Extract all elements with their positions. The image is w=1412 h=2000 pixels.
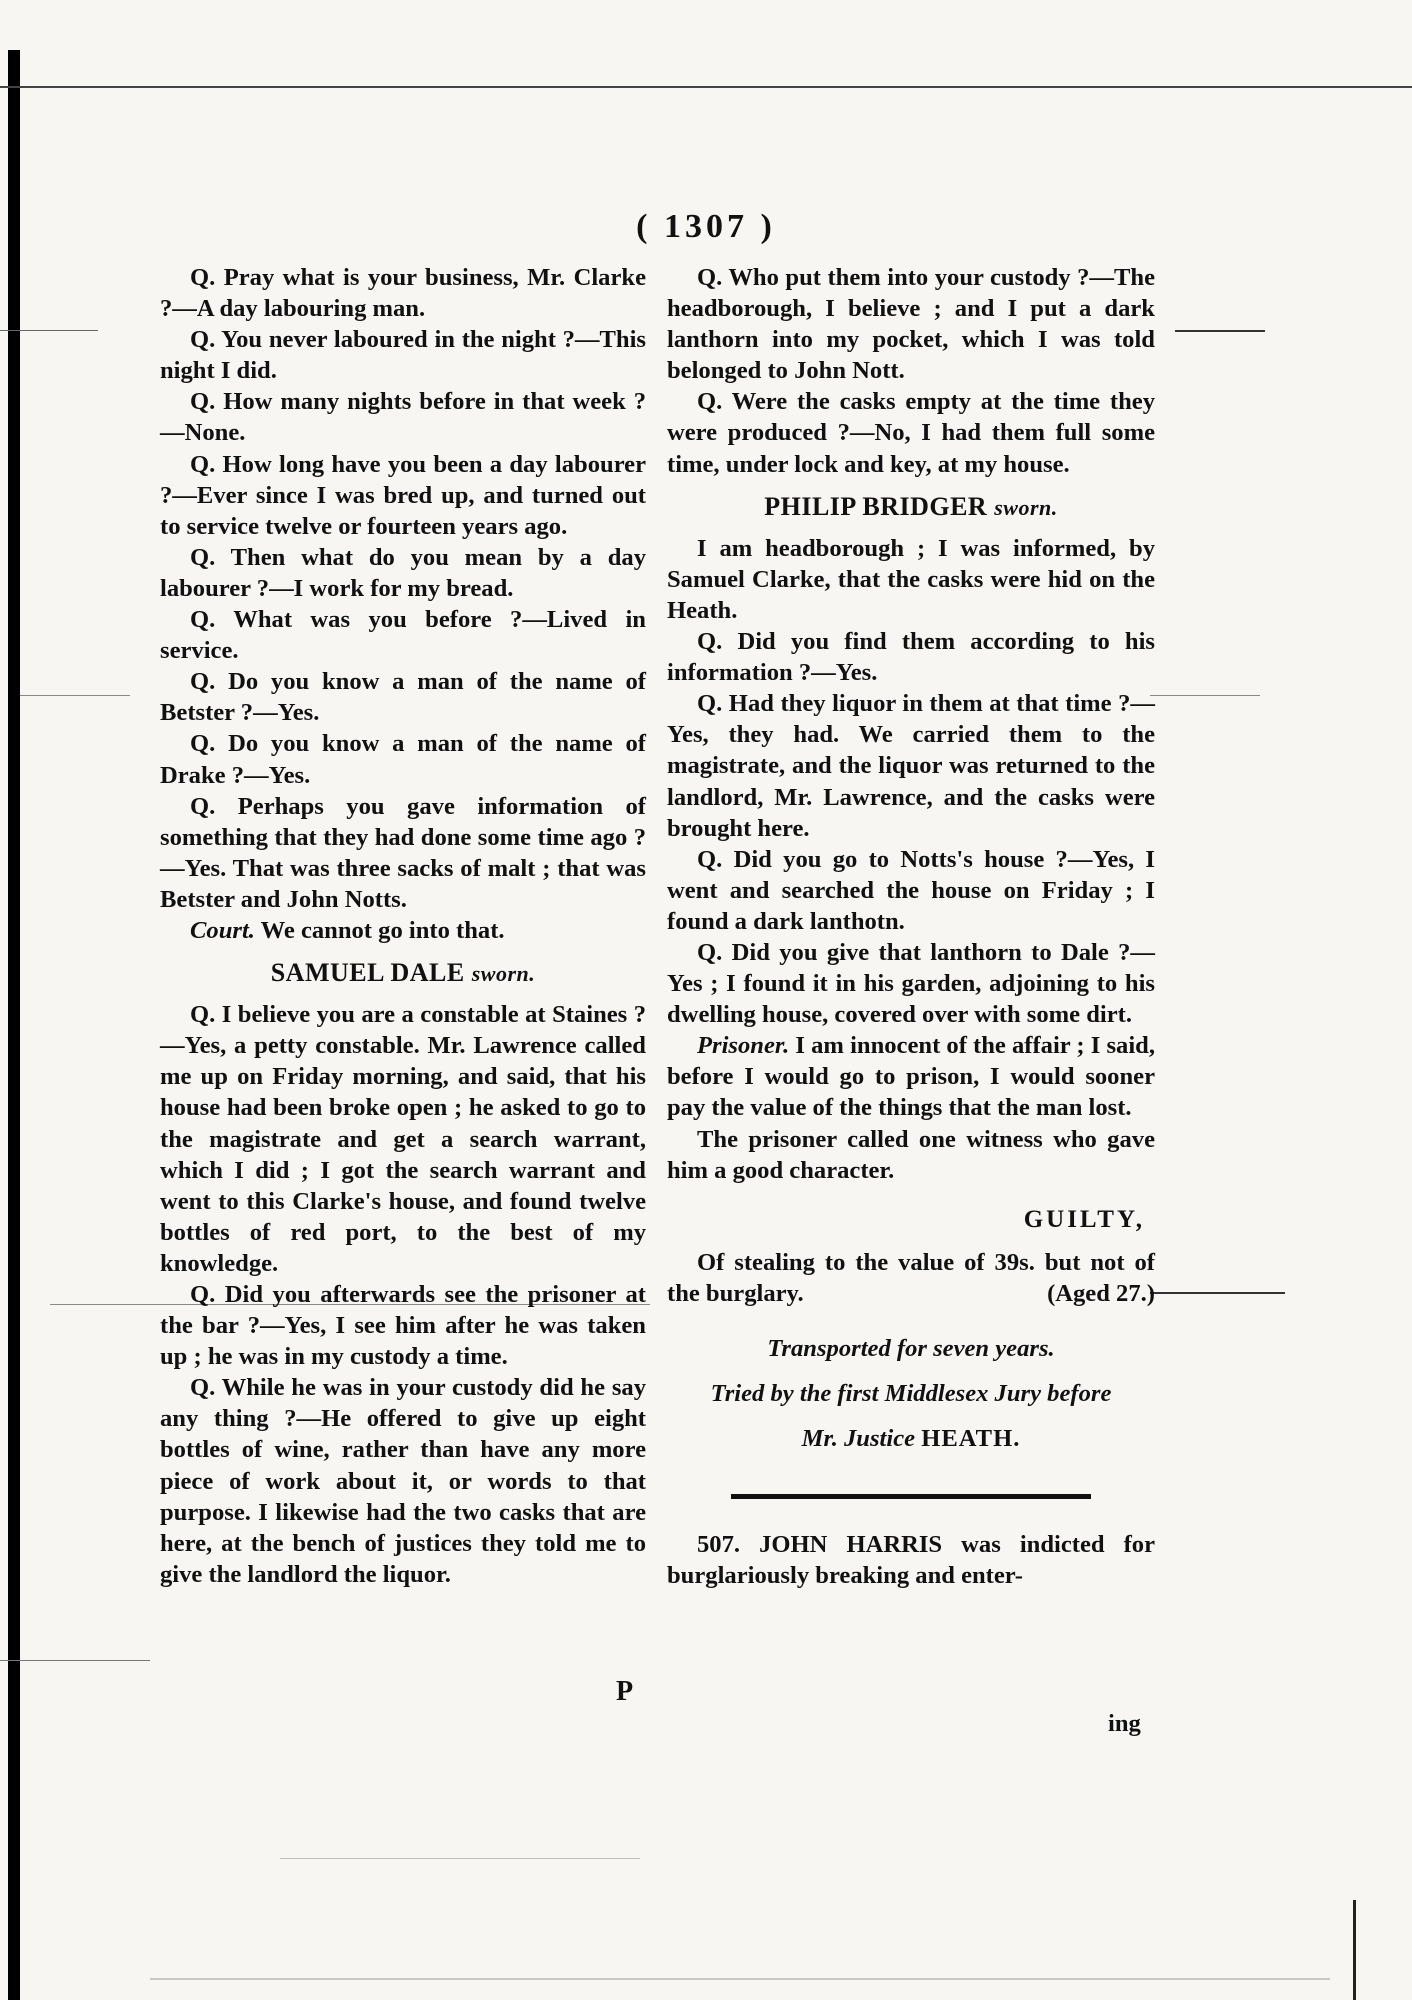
paragraph: Q. How long have you been a day labourer ?—Ever since I was bred up, and turned out to service twelve or fourteen years ago. — [160, 450, 646, 540]
speaker-paragraph — [667, 1030, 1155, 1123]
prisoner-age: (Aged 27.) — [1047, 1279, 1155, 1307]
paragraph: Q. What was you before ?—Lived in service. — [160, 606, 646, 665]
paragraph: Q. Did you go to Notts's house ?—Yes, I went and searched the house on Friday ; I found a dark lanthotn. — [667, 845, 1155, 935]
paragraph: Q. Were the casks empty at the time they were produced ?—No, I had them full some time, under lock and key, at my house. — [667, 388, 1155, 478]
speaker-text: I am innocent of the affair ; I said, before I would go to prison, I would sooner pay the value of the things that the man lost. — [667, 1032, 1155, 1122]
paragraph: Q. I believe you are a constable at Staines ?—Yes, a petty constable. Mr. Lawrence called me up on Friday morning, and said, that his house had been broke open ; he asked to go to the magistrate and get a search warrant, which I did ; I got the search warrant and went to this Clarke's house, and found twelve bottles of red port, to the best of my knowledge. — [160, 1001, 646, 1277]
witness-name: PHILIP BRIDGER — [764, 491, 988, 521]
signature-mark: P — [616, 1676, 634, 1707]
paragraph: Q. Do you know a man of the name of Betster ?—Yes. — [160, 668, 646, 727]
paragraph: Q. You never laboured in the night ?—This night I did. — [160, 326, 646, 385]
paragraph: Q. Do you know a man of the name of Drake ?—Yes. — [160, 730, 646, 789]
judge-line — [667, 1423, 1155, 1454]
paragraph: I am headborough ; I was informed, by Samuel Clarke, that the casks were hid on the Heath. — [667, 534, 1155, 624]
sentence-note: Tried by the first Middlesex Jury before — [710, 1380, 1112, 1408]
paragraph: Q. Perhaps you gave information of something that they had done some time ago ?—Yes. That was three sacks of malt ; that was Betster and John Notts. — [160, 792, 646, 913]
paragraph: 507. JOHN HARRIS was indicted for burglariously breaking and enter- — [667, 1531, 1155, 1590]
paragraph: Q. Did you afterwards see the prisoner at the bar ?—Yes, I see him after he was taken up ; he was in my custody a time. — [160, 1281, 646, 1371]
paragraph: The prisoner called one witness who gave him a good character. — [667, 1125, 1155, 1184]
scan-line-left-3 — [0, 1660, 150, 1661]
case-divider-rule — [731, 1494, 1091, 1499]
paragraph: Q. While he was in your custody did he say any thing ?—He offered to give up eight bottles of wine, rather than have any more piece of work about it, or words to that purpose. I likewise had the two casks that are here, at the bench of justices they told me to give the landlord the liquor. — [160, 1374, 646, 1588]
speaker-label: Prisoner. — [697, 1032, 790, 1060]
paragraph: Q. Then what do you mean by a day labourer ?—I work for my bread. — [160, 543, 646, 602]
right-column — [667, 262, 1155, 1591]
scan-border-left — [8, 50, 20, 2000]
sworn-label: sworn. — [994, 494, 1058, 520]
paragraph: Q. Did you give that lanthorn to Dale ?—Yes ; I found it in his garden, adjoining to his dwelling house, covered over with some dirt. — [667, 938, 1155, 1029]
speaker-paragraph — [160, 915, 646, 946]
speaker-text: We cannot go into that. — [254, 916, 505, 944]
scan-line-left-2 — [20, 695, 130, 696]
scan-top-rule — [0, 86, 1412, 88]
paragraph: Q. Pray what is your business, Mr. Clarke ?—A day labouring man. — [160, 264, 646, 323]
paragraph: Q. How many nights before in that week ?—None. — [160, 388, 646, 447]
witness-heading — [160, 957, 646, 989]
sentence-text: Of stealing to the value of 39s. but not of the burglary. — [667, 1248, 1155, 1307]
scan-noise-bottom-2 — [280, 1858, 640, 1859]
scan-line-left — [0, 330, 98, 331]
scan-line-right-2 — [1150, 695, 1260, 696]
paragraph: Q. Had they liquor in them at that time ?—Yes, they had. We carried them to the magistrate, and the liquor was returned to the landlord, Mr. Lawrence, and the casks were brought here. — [667, 690, 1155, 842]
scan-noise-bottom — [150, 1978, 1330, 1980]
paragraph: Q. Who put them into your custody ?—The headborough, I believe ; and I put a dark lanthorn into my pocket, which I was told belonged to John Nott. — [667, 264, 1155, 385]
witness-heading — [667, 491, 1155, 523]
catchword: ing — [1108, 1710, 1141, 1737]
judge-name: HEATH. — [921, 1425, 1021, 1453]
page-number: ( 1307 ) — [636, 208, 776, 245]
left-column — [160, 262, 646, 1590]
verdict: GUILTY, — [1023, 1205, 1145, 1233]
sentence-note: Transported for seven years. — [767, 1335, 1055, 1362]
paragraph: Q. Did you find them according to his information ?—Yes. — [667, 628, 1155, 687]
speaker-label: Court. — [190, 916, 255, 944]
scan-line-right-3 — [1150, 1292, 1285, 1294]
scan-line-right — [1175, 330, 1265, 332]
judge-title: Mr. Justice — [801, 1425, 916, 1453]
scan-border-right — [1353, 1900, 1356, 2000]
sworn-label: sworn. — [471, 961, 536, 987]
witness-name: SAMUEL DALE — [270, 958, 465, 988]
sentence-paragraph — [667, 1247, 1155, 1309]
